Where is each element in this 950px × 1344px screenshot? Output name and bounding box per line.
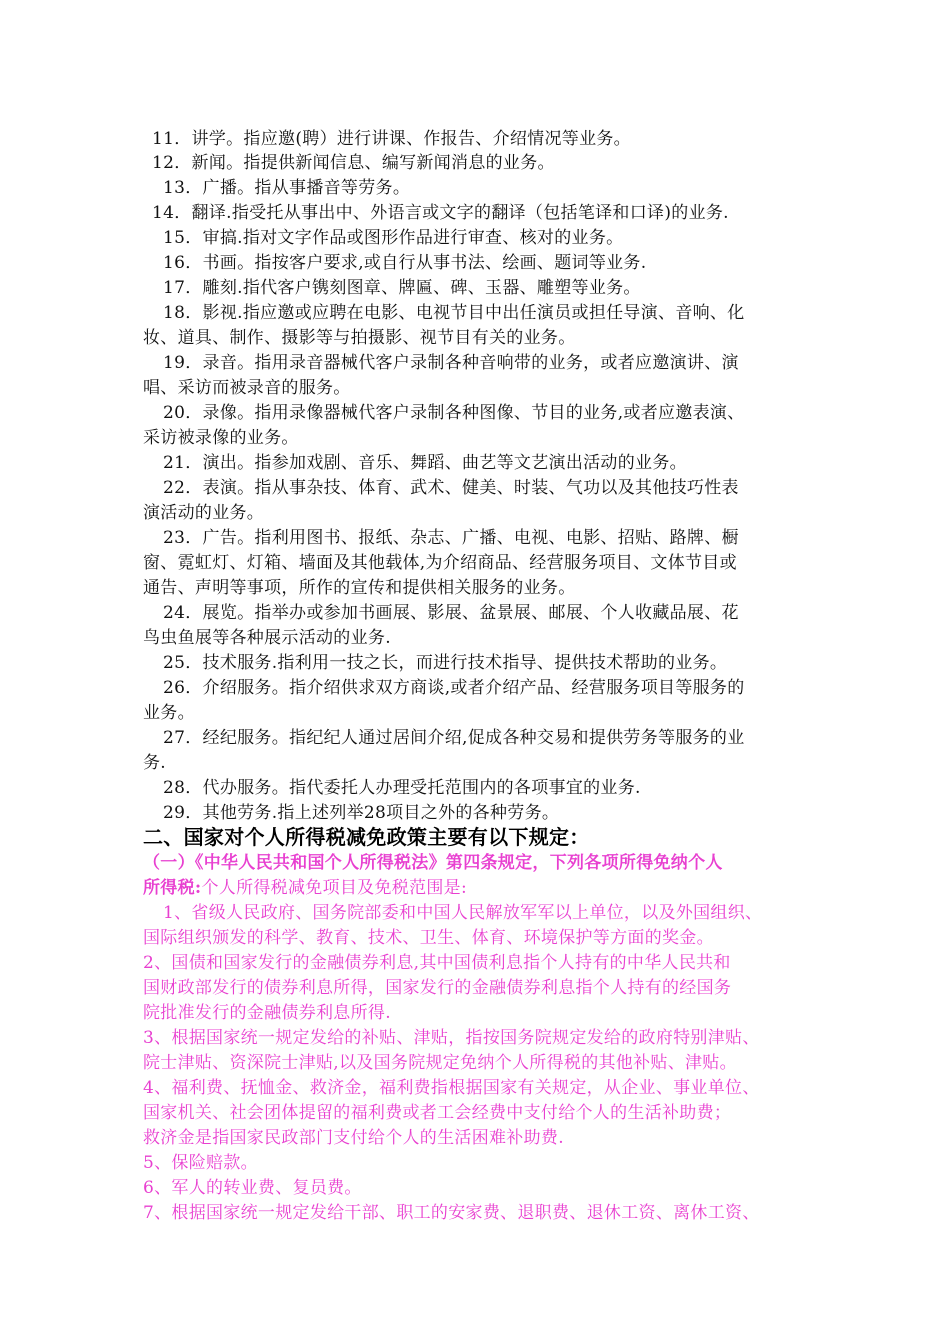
item-11: 11．讲学。指应邀(聘）进行讲课、作报告、介绍情况等业务。 xyxy=(152,129,631,149)
item-15: 15．审搞.指对文字作品或图形作品进行审查、核对的业务。 xyxy=(163,228,624,248)
section-heading: 二、国家对个人所得税减免政策主要有以下规定： xyxy=(143,825,590,849)
pink-item-1-line-2: 国际组织颁发的科学、教育、技术、卫生、体育、环境保护等方面的奖金。 xyxy=(143,928,714,948)
pink-item-6: 6、军人的转业费、复员费。 xyxy=(143,1178,362,1198)
pink-item-2-line-3: 院批准发行的金融债券利息所得. xyxy=(143,1003,391,1023)
item-14: 14．翻译.指受托从事出中、外语言或文字的翻译（包括笔译和口译)的业务. xyxy=(152,203,729,223)
item-20-line-1: 20．录像。指用录像器械代客户录制各种图像、节目的业务,或者应邀表演、 xyxy=(163,403,745,423)
pink-item-4-line-1: 4、福利费、抚恤金、救济金，福利费指根据国家有关规定，从企业、事业单位、 xyxy=(143,1078,760,1098)
sub-heading-line-1: （一）《中华人民共和国个人所得税法》第四条规定，下列各项所得免纳个人 xyxy=(143,853,723,873)
pink-item-3-line-1: 3、根据国家统一规定发给的补贴、津贴，指按国务院规定发给的政府特别津贴、 xyxy=(143,1028,760,1048)
item-17: 17．雕刻.指代客户镌刻图章、牌匾、碑、玉器、雕塑等业务。 xyxy=(163,278,641,298)
item-13: 13．广播。指从事播音等劳务。 xyxy=(163,178,411,198)
pink-item-3-line-2: 院士津贴、资深院士津贴,以及国务院规定免纳个人所得税的其他补贴、津贴。 xyxy=(143,1053,737,1073)
item-28: 28．代办服务。指代委托人办理受托范围内的各项事宜的业务. xyxy=(163,778,641,798)
item-20-line-2: 采访被录像的业务。 xyxy=(143,428,299,448)
pink-item-2-line-2: 国财政部发行的债券利息所得，国家发行的金融债券利息指个人持有的经国务 xyxy=(143,978,732,998)
item-22-line-1: 22．表演。指从事杂技、体育、武术、健美、时装、气功以及其他技巧性表 xyxy=(163,478,739,498)
item-26-line-2: 业务。 xyxy=(143,703,195,723)
item-12: 12．新闻。指提供新闻信息、编写新闻消息的业务。 xyxy=(152,153,555,173)
item-29: 29．其他劳务.指上述列举28项目之外的各种劳务。 xyxy=(163,803,560,823)
item-24-line-2: 鸟虫鱼展等各种展示活动的业务. xyxy=(143,628,391,648)
sub-heading-line-2 xyxy=(143,876,467,900)
sub-heading-rest: 个人所得税减免项目及免税范围是: xyxy=(201,878,468,898)
item-23-line-2: 窗、霓虹灯、灯箱、墙面及其他载体,为介绍商品、经营服务项目、文体节目或 xyxy=(143,553,737,573)
item-23-line-1: 23．广告。指利用图书、报纸、杂志、广播、电视、电影、招贴、路牌、橱 xyxy=(163,528,739,548)
item-16: 16．书画。指按客户要求,或自行从事书法、绘画、题词等业务. xyxy=(163,253,647,273)
pink-item-1-line-1: 1、省级人民政府、国务院部委和中国人民解放军军以上单位，以及外国组织、 xyxy=(163,903,763,923)
item-21: 21．演出。指参加戏剧、音乐、舞蹈、曲艺等文艺演出活动的业务。 xyxy=(163,453,687,473)
item-27-line-2: 务. xyxy=(143,753,167,773)
item-27-line-1: 27．经纪服务。指纪纪人通过居间介绍,促成各种交易和提供劳务等服务的业 xyxy=(163,728,745,748)
item-19-line-1: 19．录音。指用录音器械代客户录制各种音响带的业务，或者应邀演讲、演 xyxy=(163,353,739,373)
pink-item-2-line-1: 2、国债和国家发行的金融债券利息,其中国债利息指个人持有的中华人民共和 xyxy=(143,953,731,973)
sub-heading-bold: 所得税: xyxy=(143,878,202,898)
pink-item-5: 5、保险赔款。 xyxy=(143,1153,258,1173)
pink-item-7: 7、根据国家统一规定发给干部、职工的安家费、退职费、退休工资、离休工资、 xyxy=(143,1203,760,1223)
item-18-line-2: 妆、道具、制作、摄影等与拍摄影、视节目有关的业务。 xyxy=(143,328,576,348)
pink-item-4-line-3: 救济金是指国家民政部门支付给个人的生活困难补助费. xyxy=(143,1128,564,1148)
item-23-line-3: 通告、声明等事项，所作的宣传和提供相关服务的业务。 xyxy=(143,578,576,598)
item-22-line-2: 演活动的业务。 xyxy=(143,503,265,523)
item-24-line-1: 24．展览。指举办或参加书画展、影展、盆景展、邮展、个人收藏品展、花 xyxy=(163,603,739,623)
pink-item-4-line-2: 国家机关、社会团体提留的福利费或者工会经费中支付给个人的生活补助费； xyxy=(143,1103,732,1123)
item-18-line-1: 18．影视.指应邀或应聘在电影、电视节目中出任演员或担任导演、音响、化 xyxy=(163,303,745,323)
item-25: 25．技术服务.指利用一技之长，而进行技术指导、提供技术帮助的业务。 xyxy=(163,653,728,673)
item-26-line-1: 26．介绍服务。指介绍供求双方商谈,或者介绍产品、经营服务项目等服务的 xyxy=(163,678,745,698)
item-19-line-2: 唱、采访而被录音的服务。 xyxy=(143,378,351,398)
